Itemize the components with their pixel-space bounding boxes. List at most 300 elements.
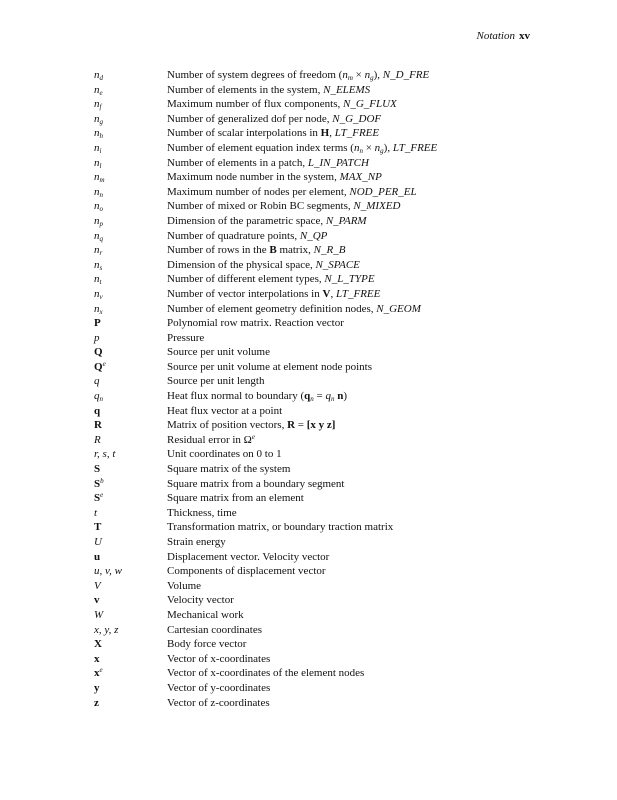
description-text: ), bbox=[383, 141, 393, 154]
notation-description bbox=[167, 623, 544, 638]
notation-description bbox=[167, 83, 544, 98]
math-operator: = bbox=[313, 390, 326, 403]
symbol-italic: x, y, z bbox=[94, 623, 119, 636]
math-subscript bbox=[100, 162, 102, 170]
notation-row bbox=[94, 170, 544, 185]
math-subscript bbox=[100, 278, 102, 286]
notation-symbol bbox=[94, 666, 167, 681]
notation-row bbox=[94, 214, 544, 229]
notation-row bbox=[94, 258, 544, 273]
math-var: n bbox=[374, 141, 381, 154]
description-text: Number of scalar interpolations in bbox=[167, 127, 321, 140]
notation-description bbox=[167, 608, 544, 623]
description-text: Number of different element types, bbox=[167, 273, 325, 286]
notation-row bbox=[94, 345, 544, 360]
symbol-bold: x bbox=[94, 652, 100, 665]
code-name: L_IN_PATCH bbox=[307, 156, 369, 169]
symbol-bold: u bbox=[94, 550, 101, 563]
description-text: Volume bbox=[167, 579, 202, 592]
notation-row bbox=[94, 199, 544, 214]
math-subscript bbox=[100, 264, 103, 272]
notation-row bbox=[94, 593, 544, 608]
math-var: n bbox=[94, 244, 100, 257]
description-text: Vector of x-coordinates of the element nodes bbox=[167, 667, 365, 680]
symbol-italic: u, v, w bbox=[94, 565, 122, 578]
symbol-italic: p bbox=[94, 331, 100, 344]
symbol-italic: V bbox=[94, 579, 101, 592]
math-var: n bbox=[94, 83, 100, 96]
notation-description bbox=[167, 506, 544, 521]
notation-row bbox=[94, 666, 544, 681]
notation-description bbox=[167, 331, 544, 346]
symbol-bold: z bbox=[94, 696, 99, 709]
math-subscript bbox=[100, 191, 104, 199]
description-text: Transformation matrix, or boundary traction matrix bbox=[167, 521, 394, 534]
notation-symbol bbox=[94, 623, 167, 638]
notation-row bbox=[94, 97, 544, 112]
description-text: Number of elements in a patch, bbox=[167, 156, 308, 169]
math-var: n bbox=[94, 141, 100, 154]
symbol-bold: v bbox=[94, 594, 100, 607]
description-text: Number of elements in the system, bbox=[167, 83, 324, 96]
math-var: n bbox=[94, 127, 100, 140]
math-subscript bbox=[100, 132, 104, 140]
notation-description bbox=[167, 272, 544, 287]
notation-description bbox=[167, 287, 544, 302]
math-var: n bbox=[94, 171, 100, 184]
notation-description bbox=[167, 374, 544, 389]
description-text: Number of generalized dof per node, bbox=[167, 112, 333, 125]
notation-row bbox=[94, 141, 544, 156]
math-subscript bbox=[100, 293, 103, 301]
symbol-bold: S bbox=[94, 492, 101, 505]
notation-symbol bbox=[94, 550, 167, 565]
math-var: n bbox=[94, 200, 100, 213]
symbol-bold: S bbox=[94, 477, 101, 490]
notation-row bbox=[94, 520, 544, 535]
notation-description bbox=[167, 199, 544, 214]
notation-symbol bbox=[94, 68, 167, 83]
notation-symbol bbox=[94, 316, 167, 331]
notation-row bbox=[94, 331, 544, 346]
notation-description bbox=[167, 550, 544, 565]
symbol-italic: R bbox=[94, 433, 101, 446]
math-subscript-text: q bbox=[99, 234, 103, 243]
notation-symbol bbox=[94, 681, 167, 696]
code-name: N_R_B bbox=[313, 244, 346, 257]
math-subscript-text: l bbox=[99, 161, 102, 170]
notation-row bbox=[94, 83, 544, 98]
notation-row bbox=[94, 272, 544, 287]
notation-symbol bbox=[94, 696, 167, 711]
description-text: Mechanical work bbox=[167, 608, 244, 621]
notation-description bbox=[167, 637, 544, 652]
math-subscript-text: n bbox=[99, 190, 103, 199]
description-text: Cartesian coordinates bbox=[167, 623, 262, 636]
description-text: = bbox=[295, 419, 307, 432]
math-var: n bbox=[94, 156, 100, 169]
notation-symbol bbox=[94, 433, 167, 448]
superscript-text: e bbox=[102, 359, 106, 368]
notation-description bbox=[167, 477, 544, 492]
description-text: Unit coordinates on 0 to 1 bbox=[167, 448, 282, 461]
code-name: N_GEOM bbox=[376, 302, 421, 315]
notation-row bbox=[94, 433, 544, 448]
notation-description bbox=[167, 345, 544, 360]
math-subscript bbox=[100, 147, 102, 155]
math-subscript bbox=[100, 205, 104, 213]
notation-symbol bbox=[94, 535, 167, 550]
notation-symbol bbox=[94, 462, 167, 477]
math-var: q bbox=[325, 390, 331, 403]
symbol-bold: X bbox=[94, 638, 102, 651]
notation-symbol bbox=[94, 331, 167, 346]
symbol-bold: P bbox=[94, 317, 101, 330]
notation-description bbox=[167, 491, 544, 506]
math-var: n bbox=[94, 302, 100, 315]
notation-description bbox=[167, 564, 544, 579]
math-subscript-text: g bbox=[380, 146, 384, 155]
notation-description bbox=[167, 214, 544, 229]
description-text: Number of element equation index terms ( bbox=[167, 141, 354, 154]
notation-row bbox=[94, 462, 544, 477]
notation-symbol bbox=[94, 258, 167, 273]
notation-symbol bbox=[94, 199, 167, 214]
symbol-italic: r, s, t bbox=[94, 448, 116, 461]
notation-row bbox=[94, 535, 544, 550]
math-subscript-text: r bbox=[99, 249, 103, 258]
math-subscript bbox=[100, 118, 104, 126]
code-name: N_G_DOF bbox=[332, 112, 382, 125]
superscript-text: e bbox=[251, 432, 255, 441]
notation-description bbox=[167, 520, 544, 535]
notation-row bbox=[94, 491, 544, 506]
superscript-text: b bbox=[100, 476, 104, 485]
symbol-bold: T bbox=[94, 521, 102, 534]
description-text: Number of rows in the bbox=[167, 244, 270, 257]
notation-symbol bbox=[94, 579, 167, 594]
notation-symbol bbox=[94, 637, 167, 652]
description-text: Heat flux vector at a point bbox=[167, 404, 283, 417]
notation-symbol bbox=[94, 302, 167, 317]
description-text: Components of displacement vector bbox=[167, 565, 326, 578]
math-subscript-text: s bbox=[99, 263, 103, 272]
notation-symbol bbox=[94, 404, 167, 419]
notation-symbol bbox=[94, 287, 167, 302]
notation-row bbox=[94, 243, 544, 258]
notation-symbol bbox=[94, 491, 167, 506]
notation-row bbox=[94, 302, 544, 317]
notation-row bbox=[94, 564, 544, 579]
description-text: Number of element geometry definition nodes, bbox=[167, 302, 377, 315]
symbol-bold: x bbox=[94, 667, 100, 680]
symbol-italic: q bbox=[94, 375, 100, 388]
description-text: Displacement vector. Velocity vector bbox=[167, 550, 330, 563]
symbol-bold: Q bbox=[94, 360, 103, 373]
description-text: Polynomial row matrix. Reaction vector bbox=[167, 317, 344, 330]
math-operator: × bbox=[362, 141, 375, 154]
math-subscript-text: n bbox=[359, 146, 363, 155]
notation-symbol bbox=[94, 156, 167, 171]
code-name: LT_FREE bbox=[335, 287, 381, 300]
math-var: n bbox=[94, 214, 100, 227]
description-text: Source per unit volume bbox=[167, 346, 270, 359]
notation-description bbox=[167, 141, 544, 156]
description-text: Maximum node number in the system, bbox=[167, 171, 340, 184]
description-text: Number of vector interpolations in bbox=[167, 287, 323, 300]
notation-description bbox=[167, 447, 544, 462]
notation-description bbox=[167, 666, 544, 681]
notation-row bbox=[94, 550, 544, 565]
notation-row bbox=[94, 681, 544, 696]
notation-row bbox=[94, 477, 544, 492]
code-name: N_QP bbox=[299, 229, 328, 242]
description-text: Dimension of the parametric space, bbox=[167, 214, 326, 227]
math-subscript bbox=[100, 103, 102, 111]
description-text: Maximum number of flux components, bbox=[167, 98, 343, 111]
notation-symbol bbox=[94, 564, 167, 579]
notation-symbol bbox=[94, 170, 167, 185]
bold-term: [x y z] bbox=[306, 419, 336, 432]
code-name: N_L_TYPE bbox=[324, 273, 375, 286]
description-text: Square matrix from an element bbox=[167, 492, 304, 505]
notation-description bbox=[167, 696, 544, 711]
notation-description bbox=[167, 243, 544, 258]
notation-description bbox=[167, 418, 544, 433]
description-text: Source per unit volume at element node points bbox=[167, 360, 372, 373]
code-name: N_G_FLUX bbox=[342, 98, 397, 111]
math-var: n bbox=[94, 185, 100, 198]
math-subscript-text: n bbox=[310, 395, 314, 404]
notation-description bbox=[167, 579, 544, 594]
symbol-superscript bbox=[100, 491, 103, 499]
math-subscript-text: n bbox=[331, 395, 335, 404]
math-var: n bbox=[94, 258, 100, 271]
notation-row bbox=[94, 229, 544, 244]
math-subscript-text: f bbox=[99, 103, 102, 112]
symbol-italic: t bbox=[94, 506, 98, 519]
math-subscript-text: h bbox=[99, 132, 103, 141]
bold-term: V bbox=[322, 287, 331, 300]
notation-row bbox=[94, 185, 544, 200]
code-name: N_ELEMS bbox=[323, 83, 371, 96]
math-subscript bbox=[100, 89, 103, 97]
math-var: n bbox=[94, 112, 100, 125]
bold-term: H bbox=[320, 127, 330, 140]
description-text: Maximum number of nodes per element, bbox=[167, 185, 350, 198]
page-number: xv bbox=[519, 30, 530, 42]
notation-description bbox=[167, 681, 544, 696]
description-text: Vector of z-coordinates bbox=[167, 696, 270, 709]
code-name: LT_FREE bbox=[334, 127, 380, 140]
notation-symbol bbox=[94, 447, 167, 462]
superscript-text: e bbox=[100, 491, 104, 500]
symbol-bold: S bbox=[94, 463, 101, 476]
description-text: Velocity vector bbox=[167, 594, 234, 607]
notation-description bbox=[167, 389, 544, 404]
symbol-italic: U bbox=[94, 536, 102, 548]
notation-description bbox=[167, 258, 544, 273]
math-subscript-text: n bbox=[99, 395, 103, 404]
notation-description bbox=[167, 302, 544, 317]
symbol-bold: y bbox=[94, 681, 100, 694]
math-subscript bbox=[100, 395, 104, 403]
description-text: Square matrix of the system bbox=[167, 463, 291, 476]
math-subscript-text: o bbox=[99, 205, 103, 214]
notation-row bbox=[94, 126, 544, 141]
description-text: matrix, bbox=[276, 244, 314, 257]
notation-description bbox=[167, 593, 544, 608]
math-subscript-text: i bbox=[99, 146, 102, 155]
notation-row bbox=[94, 608, 544, 623]
math-subscript-text: x bbox=[99, 307, 103, 316]
bold-term: R bbox=[287, 419, 296, 432]
math-subscript bbox=[100, 176, 105, 184]
notation-description bbox=[167, 126, 544, 141]
notation-row bbox=[94, 623, 544, 638]
notation-description bbox=[167, 433, 544, 448]
notation-row bbox=[94, 404, 544, 419]
description-text: Vector of y-coordinates bbox=[167, 681, 271, 694]
symbol-bold: R bbox=[94, 419, 102, 432]
math-subscript-text: v bbox=[99, 292, 103, 301]
description-text: Strain energy bbox=[167, 536, 226, 548]
code-name: NOD_PER_EL bbox=[349, 185, 417, 198]
notation-row bbox=[94, 579, 544, 594]
notation-symbol bbox=[94, 345, 167, 360]
notation-description bbox=[167, 97, 544, 112]
math-subscript-text: t bbox=[99, 278, 102, 287]
math-var: n bbox=[342, 69, 348, 81]
notation-row bbox=[94, 637, 544, 652]
math-subscript-text: g bbox=[99, 117, 103, 126]
notation-symbol bbox=[94, 389, 167, 404]
notation-symbol bbox=[94, 112, 167, 127]
description-text: ) bbox=[343, 390, 348, 403]
notation-row bbox=[94, 287, 544, 302]
math-var: q bbox=[304, 390, 311, 403]
description-text: Residual error in Ω bbox=[167, 433, 252, 446]
math-var: q bbox=[94, 390, 100, 403]
running-header bbox=[476, 30, 530, 42]
notation-symbol bbox=[94, 506, 167, 521]
math-var: n bbox=[94, 229, 100, 242]
notation-description bbox=[167, 535, 544, 550]
math-subscript-text: d bbox=[99, 74, 103, 82]
notation-description bbox=[167, 170, 544, 185]
symbol-superscript bbox=[100, 666, 103, 674]
notation-symbol bbox=[94, 97, 167, 112]
math-subscript bbox=[331, 395, 335, 403]
notation-row bbox=[94, 506, 544, 521]
description-text: , bbox=[329, 127, 335, 140]
notation-symbol bbox=[94, 652, 167, 667]
notation-description bbox=[167, 68, 544, 83]
math-subscript-text: e bbox=[99, 88, 103, 97]
notation-row bbox=[94, 374, 544, 389]
notation-symbol bbox=[94, 360, 167, 375]
notation-description bbox=[167, 229, 544, 244]
notation-symbol bbox=[94, 185, 167, 200]
symbol-superscript bbox=[103, 360, 106, 368]
math-var: n bbox=[353, 141, 360, 154]
math-var: n bbox=[94, 273, 100, 286]
notation-description bbox=[167, 652, 544, 667]
code-name: N_PARM bbox=[325, 214, 367, 227]
math-var: n bbox=[364, 69, 371, 81]
notation-symbol bbox=[94, 520, 167, 535]
notation-symbol bbox=[94, 126, 167, 141]
description-text: Pressure bbox=[167, 331, 205, 344]
notation-row bbox=[94, 652, 544, 667]
description-text: Number of mixed or Robin BC segments, bbox=[167, 200, 354, 213]
notation-symbol bbox=[94, 243, 167, 258]
code-name: MAX_NP bbox=[339, 171, 382, 184]
notation-symbol bbox=[94, 229, 167, 244]
bold-term: B bbox=[269, 244, 277, 257]
header-title: Notation bbox=[476, 30, 515, 42]
notation-row bbox=[94, 389, 544, 404]
math-var: n bbox=[94, 98, 100, 111]
math-subscript bbox=[100, 235, 104, 243]
math-subscript bbox=[100, 74, 104, 82]
code-name: N_SPACE bbox=[315, 258, 360, 271]
notation-row bbox=[94, 696, 544, 711]
math-var: n bbox=[94, 287, 100, 300]
notation-description bbox=[167, 112, 544, 127]
description-text: Number of quadrature points, bbox=[167, 229, 300, 242]
notation-description bbox=[167, 156, 544, 171]
description-text: ), bbox=[373, 69, 383, 81]
description-text: Heat flux normal to boundary ( bbox=[167, 390, 305, 403]
notation-row bbox=[94, 68, 544, 83]
description-text: Matrix of position vectors, bbox=[167, 419, 288, 432]
notation-description bbox=[167, 185, 544, 200]
notation-symbol bbox=[94, 141, 167, 156]
description-text: Square matrix from a boundary segment bbox=[167, 477, 345, 490]
description-text: Number of system degrees of freedom ( bbox=[167, 69, 343, 81]
notation-symbol bbox=[94, 418, 167, 433]
notation-row bbox=[94, 418, 544, 433]
superscript-text: e bbox=[99, 666, 103, 675]
notation-symbol bbox=[94, 214, 167, 229]
notation-row bbox=[94, 447, 544, 462]
description-text: Source per unit length bbox=[167, 375, 265, 388]
notation-list bbox=[94, 68, 544, 710]
notation-symbol bbox=[94, 272, 167, 287]
description-text: Body force vector bbox=[167, 638, 247, 651]
notation-symbol bbox=[94, 608, 167, 623]
math-subscript bbox=[100, 249, 103, 257]
math-operator: × bbox=[352, 69, 365, 81]
code-name: LT_FREE bbox=[392, 141, 438, 154]
notation-row bbox=[94, 316, 544, 331]
notation-description bbox=[167, 462, 544, 477]
description-text: Vector of x-coordinates bbox=[167, 652, 271, 665]
math-subscript bbox=[100, 308, 103, 316]
notation-symbol bbox=[94, 477, 167, 492]
description-text: Thickness, time bbox=[167, 506, 237, 519]
bold-term: n bbox=[337, 390, 344, 403]
notation-description bbox=[167, 360, 544, 375]
symbol-bold: q bbox=[94, 404, 101, 417]
symbol-bold: Q bbox=[94, 346, 103, 359]
math-var: n bbox=[94, 69, 100, 81]
symbol-superscript bbox=[100, 477, 104, 485]
notation-row bbox=[94, 360, 544, 375]
math-subscript-text: m bbox=[347, 74, 353, 82]
notation-row bbox=[94, 112, 544, 127]
